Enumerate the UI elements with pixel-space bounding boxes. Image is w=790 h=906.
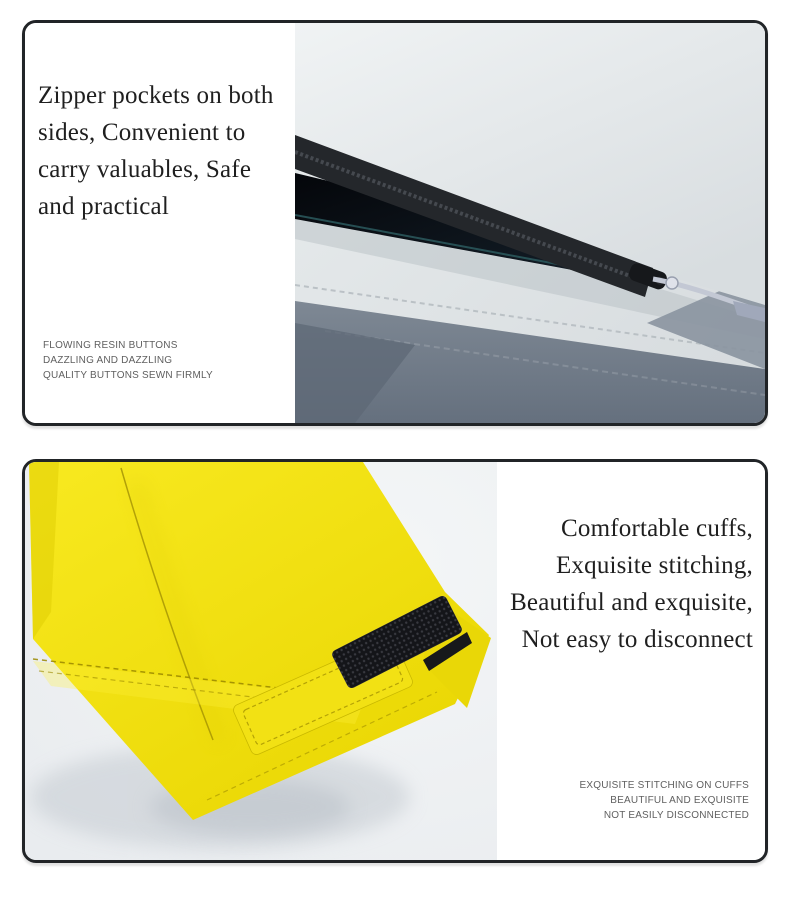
caption-line: EXQUISITE STITCHING ON CUFFS xyxy=(579,780,749,791)
headline-line: Beautiful and exquisite, xyxy=(510,589,753,616)
zipper-pocket-photo xyxy=(295,23,765,423)
headline-line: Exquisite stitching, xyxy=(555,552,753,579)
feature-panel-cuffs xyxy=(22,459,768,863)
zipper-pocket-illustration xyxy=(295,23,765,423)
caption-line: QUALITY BUTTONS SEWN FIRMLY xyxy=(43,370,213,381)
caption-line: DAZZLING AND DAZZLING xyxy=(43,355,173,366)
caption-line: NOT EASILY DISCONNECTED xyxy=(603,810,749,821)
caption-line: BEAUTIFUL AND EXQUISITE xyxy=(610,795,749,806)
headline-line: carry valuables, Safe xyxy=(38,156,252,183)
headline-line: Not easy to disconnect xyxy=(521,626,753,653)
zipper-feature-text-block xyxy=(25,23,295,423)
cuff-illustration xyxy=(25,462,497,860)
cord-knot xyxy=(666,277,678,289)
headline-line: sides, Convenient to xyxy=(38,119,246,146)
zipper-feature-headline xyxy=(38,77,274,225)
cuff-feature-headline xyxy=(510,510,753,658)
cuff-feature-text-block xyxy=(497,462,765,860)
caption-line: FLOWING RESIN BUTTONS xyxy=(43,340,178,351)
cuff-photo xyxy=(25,462,497,860)
headline-line: Zipper pockets on both xyxy=(38,82,274,109)
headline-line: Comfortable cuffs, xyxy=(561,515,753,542)
cuff-feature-caption xyxy=(580,778,750,823)
zipper-feature-caption xyxy=(43,338,213,383)
headline-line: and practical xyxy=(38,193,169,220)
feature-panel-zipper-pocket xyxy=(22,20,768,426)
